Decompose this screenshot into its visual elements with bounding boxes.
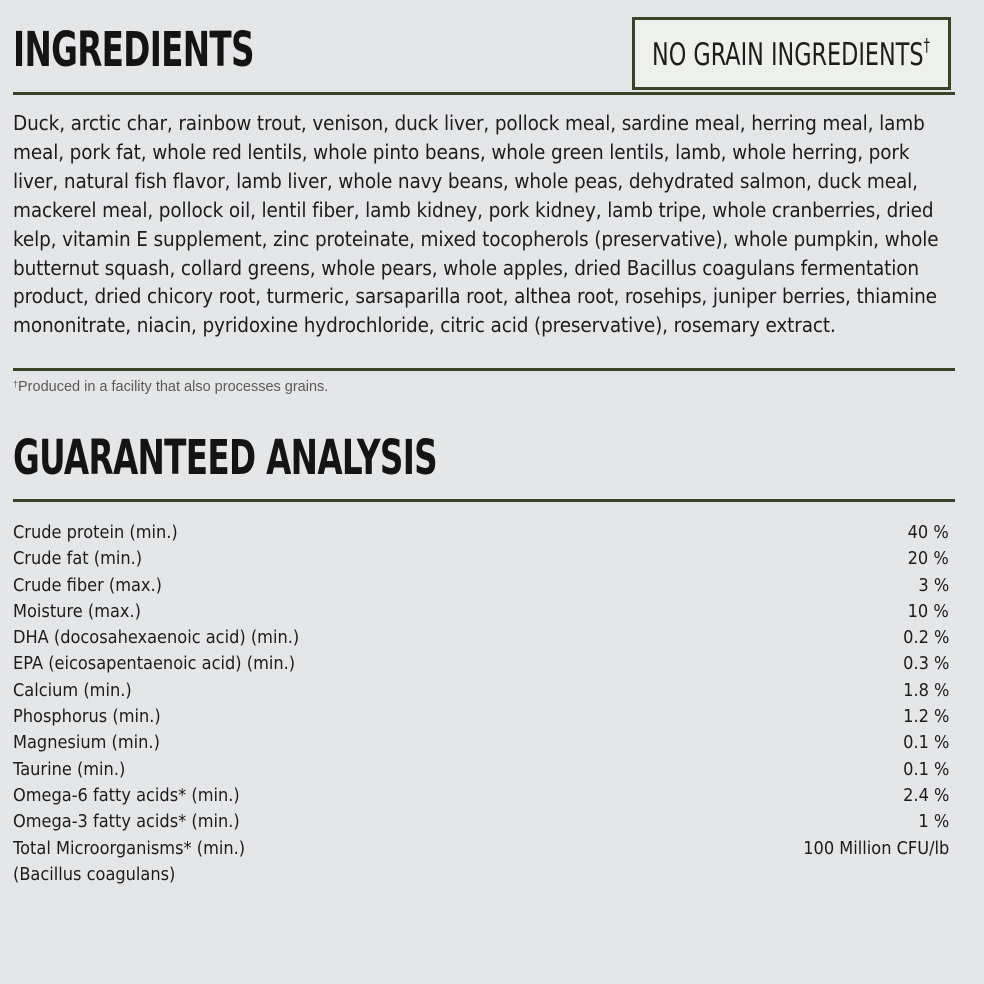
analysis-row xyxy=(13,757,949,783)
analysis-value: 40 % xyxy=(907,522,949,543)
analysis-label: Crude protein (min.) xyxy=(13,522,178,543)
ingredients-line: mononitrate, niacin, pyridoxine hydrochloride, citric acid (preservative), rosemary extract. xyxy=(13,313,836,338)
ingredients-line: kelp, vitamin E supplement, zinc proteinate, mixed tocopherols (preservative), whole pumpkin, whole xyxy=(13,226,939,251)
analysis-value: 20 % xyxy=(907,548,949,570)
analysis-row xyxy=(13,625,949,651)
analysis-value: 1.8 % xyxy=(902,679,949,701)
no-grain-badge-text: NO GRAIN INGREDIENTS xyxy=(652,36,924,73)
analysis-row xyxy=(13,678,949,704)
ingredients-line: mackerel meal, pollock oil, lentil fiber, lamb kidney, pork kidney, lamb tripe, whole cranberries, dried xyxy=(13,197,934,222)
analysis-label: Crude fiber (max.) xyxy=(13,574,162,596)
analysis-label: Calcium (min.) xyxy=(13,679,132,701)
analysis-sub-note xyxy=(13,862,949,888)
grain-footnote xyxy=(13,379,328,395)
no-grain-badge xyxy=(632,17,951,90)
analysis-label: Taurine (min.) xyxy=(13,758,126,780)
ingredients-line: product, dried chicory root, turmeric, sarsaparilla root, althea root, rosehips, juniper berries, thiamine xyxy=(13,284,937,309)
analysis-row xyxy=(13,783,949,809)
analysis-label: Omega-3 fatty acids* (min.) xyxy=(13,811,240,833)
analysis-row xyxy=(13,546,949,572)
analysis-label: Phosphorus (min.) xyxy=(13,706,161,728)
dagger-mark: † xyxy=(923,34,931,56)
analysis-value: 10 % xyxy=(907,600,949,622)
analysis-value: 0.1 % xyxy=(902,732,949,754)
analysis-value: 100 Million CFU/lb xyxy=(802,837,949,859)
analysis-value: 0.1 % xyxy=(902,758,949,780)
analysis-value: 0.2 % xyxy=(902,627,949,649)
ingredients-line: butternut squash, collard greens, whole pears, whole apples, dried Bacillus coagulans fermentation xyxy=(13,255,919,280)
analysis-label: Magnesium (min.) xyxy=(13,732,160,754)
analysis-table xyxy=(13,520,949,888)
analysis-label: Crude fat (min.) xyxy=(13,548,143,570)
analysis-label: Omega-6 fatty acids* (min.) xyxy=(13,784,240,806)
analysis-row xyxy=(13,520,949,546)
ingredients-title: INGREDIENTS xyxy=(13,22,254,78)
analysis-row xyxy=(13,809,949,835)
analysis-row xyxy=(13,836,949,862)
ingredients-line: liver, natural fish flavor, lamb liver, whole navy beans, whole peas, dehydrated salmon, duck meal, xyxy=(13,168,918,193)
analysis-row xyxy=(13,599,949,625)
analysis-rule xyxy=(13,499,955,502)
analysis-sub-note-text: (Bacillus coagulans) xyxy=(13,863,176,885)
ingredients-bottom-rule xyxy=(13,368,955,371)
analysis-value: 1 % xyxy=(918,811,949,833)
analysis-row xyxy=(13,730,949,756)
analysis-value: 0.3 % xyxy=(902,653,949,675)
analysis-row xyxy=(13,573,949,599)
footnote-dagger: † xyxy=(13,379,19,389)
no-grain-badge-label xyxy=(653,35,931,73)
ingredients-top-rule xyxy=(13,92,955,95)
analysis-value: 1.2 % xyxy=(902,706,949,728)
analysis-label: Moisture (max.) xyxy=(13,600,141,622)
ingredients-line: Duck, arctic char, rainbow trout, venison, duck liver, pollock meal, sardine meal, herring meal, lamb xyxy=(13,111,925,135)
analysis-label: Total Microorganisms* (min.) xyxy=(13,837,246,859)
analysis-row xyxy=(13,704,949,730)
analysis-row xyxy=(13,651,949,677)
footnote-text: Produced in a facility that also processes grains. xyxy=(18,379,329,395)
guaranteed-analysis-title: GUARANTEED ANALYSIS xyxy=(13,430,438,486)
analysis-label: DHA (docosahexaenoic acid) (min.) xyxy=(13,627,300,649)
analysis-label: EPA (eicosapentaenoic acid) (min.) xyxy=(13,653,296,675)
analysis-value: 3 % xyxy=(918,574,949,596)
analysis-value: 2.4 % xyxy=(902,784,949,806)
ingredients-list xyxy=(13,109,939,340)
ingredients-line: meal, pork fat, whole red lentils, whole pinto beans, whole green lentils, lamb, whole herring, pork xyxy=(13,139,910,164)
